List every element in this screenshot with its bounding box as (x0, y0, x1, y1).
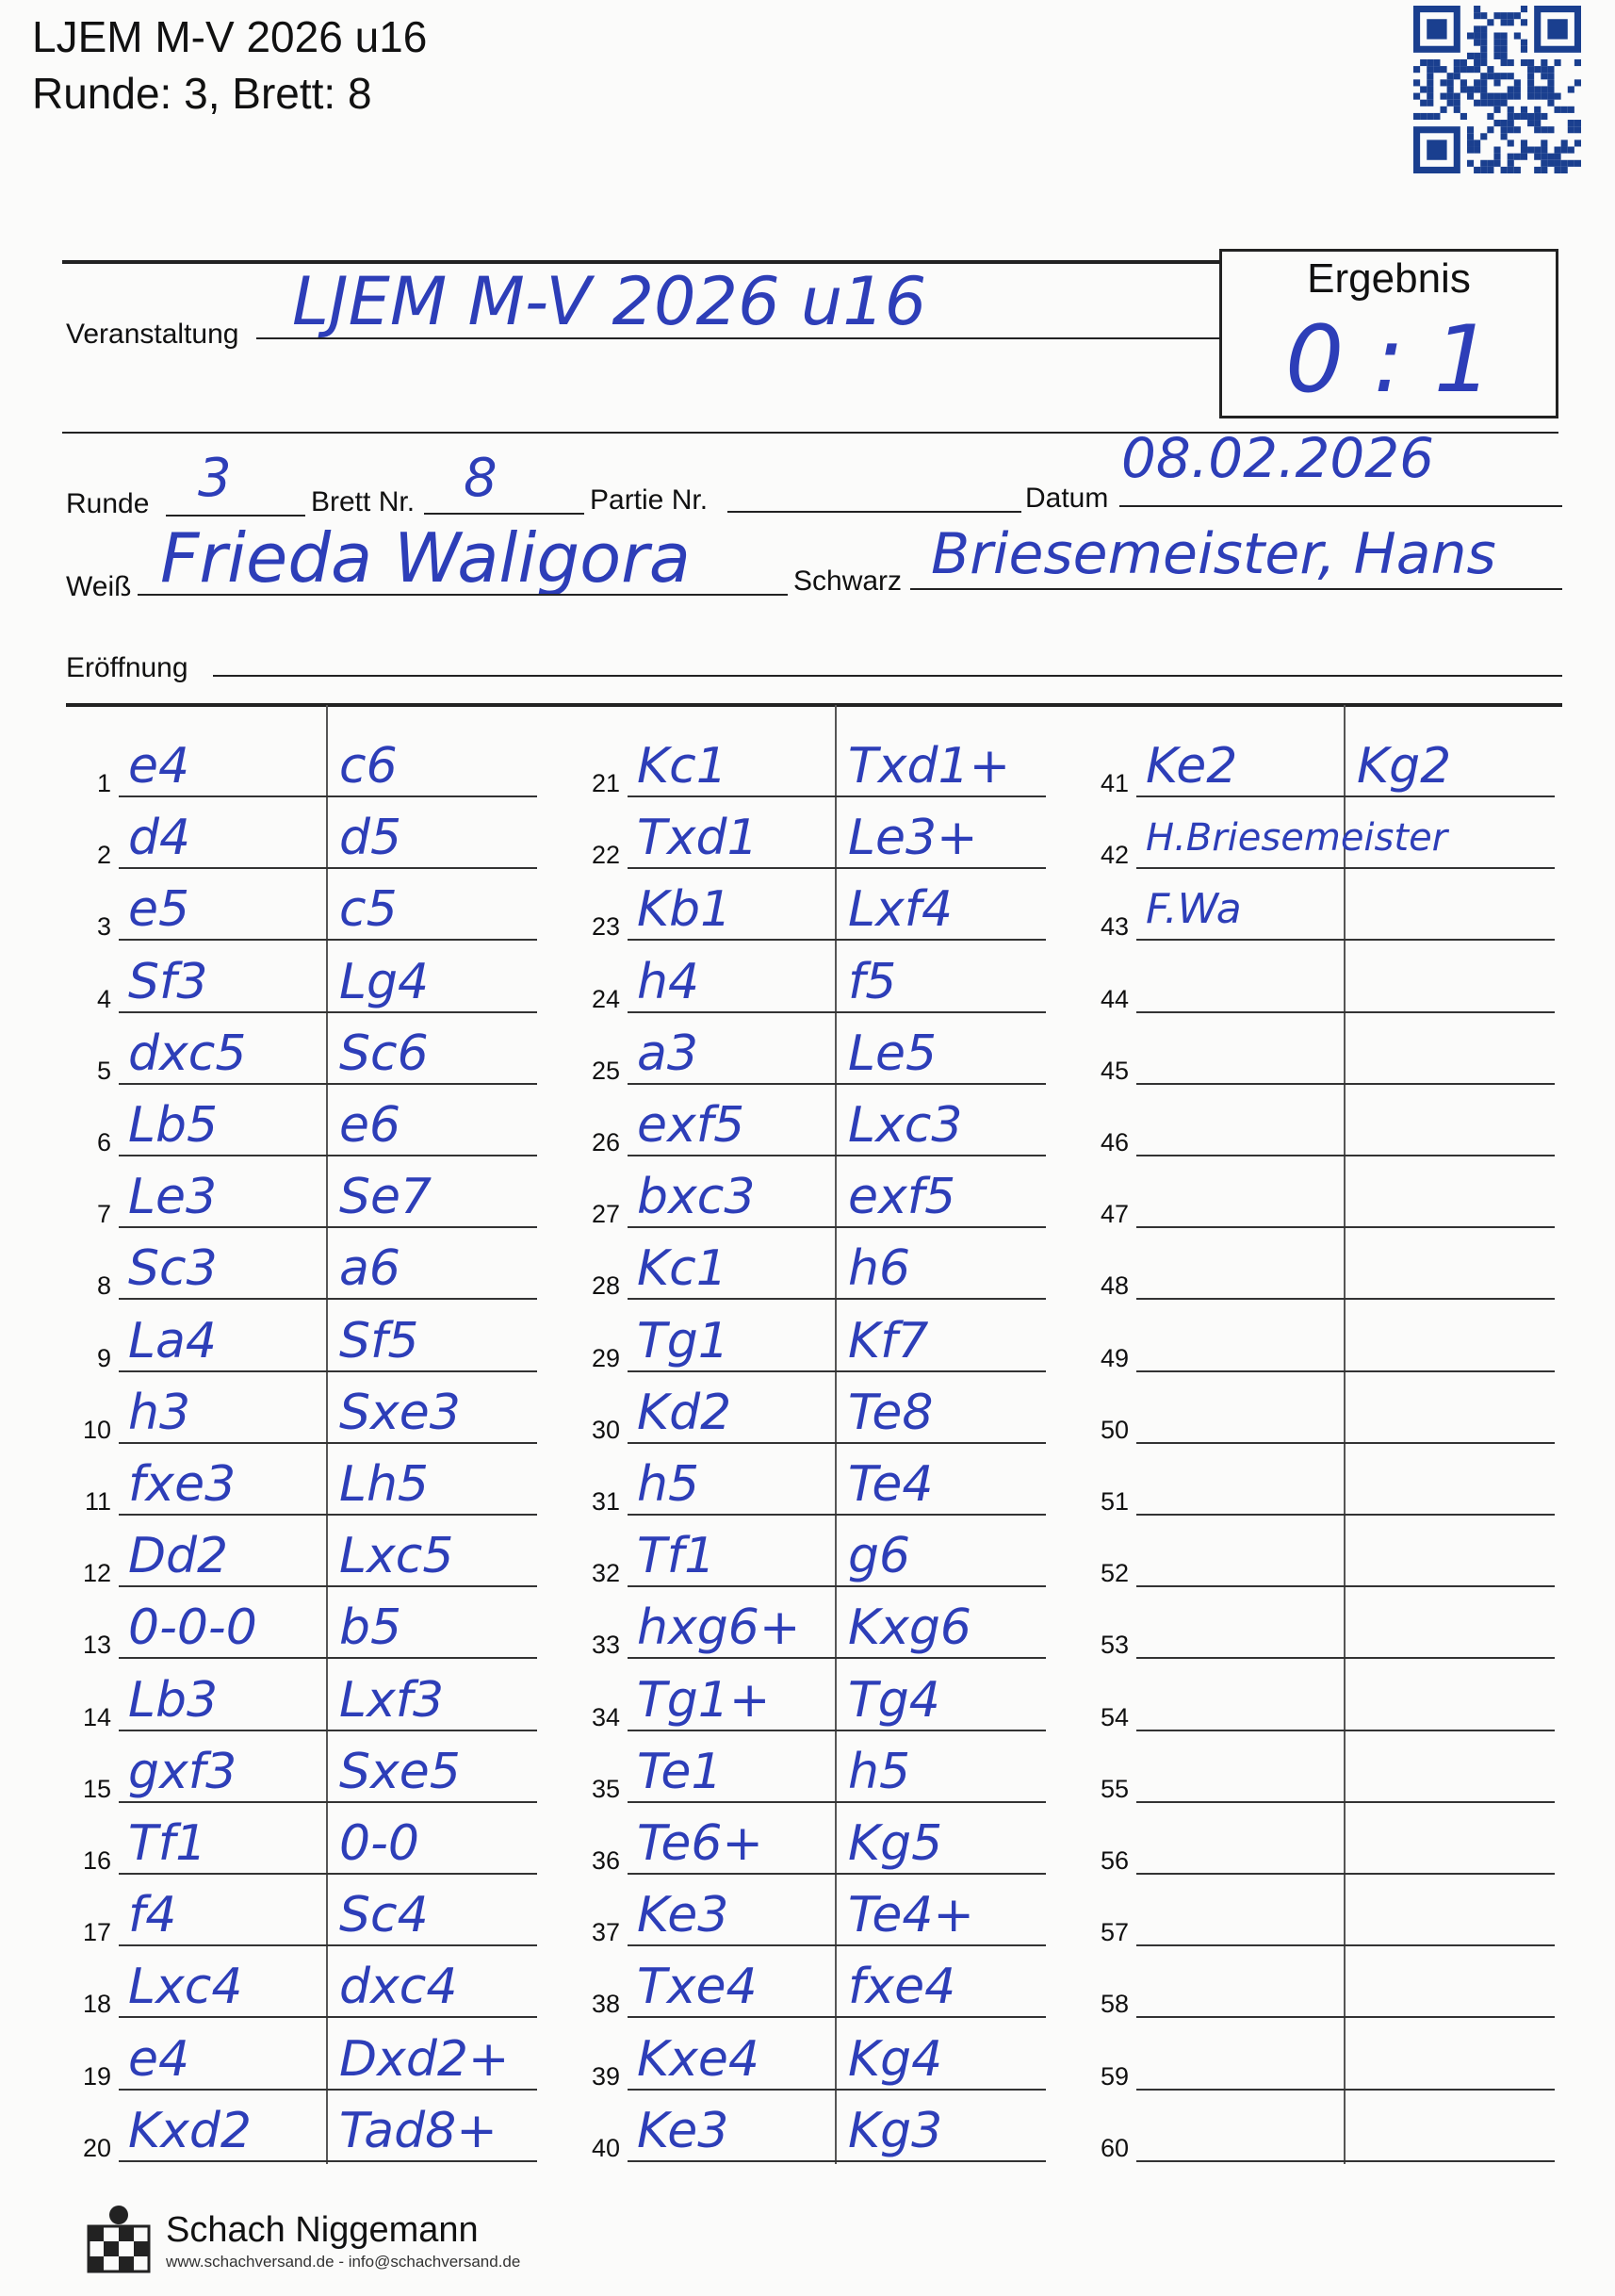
move-number: 11 (84, 1487, 111, 1516)
move-row-line (119, 1370, 537, 1372)
moves-table (62, 705, 1570, 2175)
round-label: Runde (66, 488, 150, 519)
black-move: h5 (848, 1743, 911, 1800)
move-number: 52 (1100, 1559, 1129, 1588)
footer-brand: Schach Niggemann (166, 2210, 479, 2250)
move-number: 51 (1100, 1487, 1129, 1516)
move-row-line (628, 1585, 1046, 1587)
black-move: Lxc5 (339, 1528, 454, 1585)
black-move: h6 (848, 1240, 911, 1298)
move-number: 27 (591, 1200, 620, 1229)
move-row-line (628, 1011, 1046, 1013)
move-number: 38 (591, 1990, 620, 2019)
white-move: f4 (128, 1887, 177, 1944)
move-row-line (628, 1155, 1046, 1156)
move-row-line (119, 1730, 537, 1731)
move-number: 19 (82, 2061, 111, 2091)
white-move: fxe3 (128, 1456, 237, 1513)
move-number: 41 (1100, 769, 1129, 797)
black-move: e6 (339, 1097, 401, 1154)
date-underline (1119, 505, 1562, 507)
move-number: 59 (1100, 2061, 1129, 2091)
white-move: Ke3 (637, 1887, 729, 1944)
move-number: 43 (1100, 912, 1129, 942)
black-move: Kxg6 (848, 1599, 971, 1657)
move-row-line (1136, 795, 1555, 797)
move-row-line (628, 1801, 1046, 1803)
white-move: Tf1 (128, 1815, 207, 1872)
move-row-line (119, 1442, 537, 1444)
white-underline (138, 594, 788, 596)
black-move: Kg4 (848, 2030, 943, 2088)
black-move: Kg5 (848, 1815, 943, 1872)
move-number: 23 (591, 912, 620, 942)
move-number: 9 (96, 1343, 111, 1372)
move-row-line (1136, 1226, 1555, 1228)
move-row-line (628, 939, 1046, 941)
footer-contact: www.schachversand.de - info@schachversand.de (166, 2253, 521, 2271)
move-row-line (1136, 939, 1555, 941)
white-move: Tg1+ (637, 1671, 771, 1729)
move-number: 42 (1100, 841, 1129, 870)
move-number: 10 (82, 1415, 111, 1444)
white-move: Tf1 (637, 1528, 716, 1585)
black-move: Tg4 (848, 1671, 940, 1729)
black-move: Sf5 (339, 1312, 419, 1369)
move-row-line (628, 1657, 1046, 1659)
black-move: g6 (848, 1528, 911, 1585)
move-row-line (628, 2016, 1046, 2018)
white-move: a3 (637, 1025, 698, 1082)
white-move: Dd2 (128, 1528, 229, 1585)
move-number: 57 (1100, 1918, 1129, 1947)
white-move: e4 (128, 738, 190, 795)
black-move: Kg2 (1357, 738, 1452, 795)
move-number: 39 (591, 2061, 620, 2091)
move-number: 28 (591, 1271, 620, 1301)
move-row-line (628, 2089, 1046, 2091)
move-row-line (119, 795, 537, 797)
move-number: 3 (96, 912, 111, 942)
move-number: 2 (96, 841, 111, 870)
black-move: Le3+ (848, 810, 978, 867)
move-row-line (628, 1873, 1046, 1875)
move-row-line (628, 867, 1046, 869)
move-number: 6 (96, 1128, 111, 1156)
move-row-line (628, 1083, 1046, 1085)
white-move: Te1 (637, 1743, 723, 1800)
move-row-line (628, 2160, 1046, 2162)
black-move: Kg3 (848, 2102, 943, 2159)
move-row-line (628, 1944, 1046, 1946)
white-move: Lxc4 (128, 1959, 243, 2016)
white-move: Ke3 (637, 2102, 729, 2159)
black-move: Lh5 (339, 1456, 430, 1513)
white-move: Kxe4 (637, 2030, 759, 2088)
move-number: 37 (591, 1918, 620, 1947)
move-row-line (1136, 1155, 1555, 1156)
white-move: Sc3 (128, 1240, 218, 1298)
black-move: Txd1+ (848, 738, 1011, 795)
move-number: 60 (1100, 2133, 1129, 2162)
white-move: Sf3 (128, 953, 208, 1010)
white-move: h3 (128, 1384, 191, 1441)
move-number: 50 (1100, 1415, 1129, 1444)
board-underline (424, 513, 584, 515)
white-move: Ke2 (1146, 738, 1238, 795)
move-number: 46 (1100, 1128, 1129, 1156)
move-row-line (1136, 1298, 1555, 1300)
white-move: h4 (637, 953, 700, 1010)
white-move: 0-0-0 (128, 1599, 257, 1657)
move-row-line (1136, 1585, 1555, 1587)
black-move: Lxf4 (848, 881, 954, 939)
move-number: 49 (1100, 1343, 1129, 1372)
black-move: Se7 (339, 1169, 432, 1226)
move-row-line (119, 1514, 537, 1516)
move-number: 25 (591, 1056, 620, 1085)
white-move: dxc5 (128, 1025, 247, 1082)
move-number: 4 (96, 984, 111, 1013)
black-move: Sc4 (339, 1887, 429, 1944)
move-row-line (119, 2160, 537, 2162)
move-number: 36 (591, 1846, 620, 1875)
white-move: Txd1 (637, 810, 759, 867)
move-row-line (119, 1298, 537, 1300)
white-player: Frieda Waligora (160, 518, 691, 598)
move-row-line (628, 1226, 1046, 1228)
black-move: Lxf3 (339, 1671, 445, 1729)
move-number: 26 (591, 1128, 620, 1156)
move-row-line (119, 1657, 537, 1659)
event-label: Veranstaltung (66, 319, 239, 350)
black-move: exf5 (848, 1169, 956, 1226)
opening-label: Eröffnung (66, 652, 188, 683)
black-move: Te4+ (848, 1887, 974, 1944)
move-row-line (119, 1155, 537, 1156)
white-move: bxc3 (637, 1169, 756, 1226)
white-move: Le3 (128, 1169, 218, 1226)
black-move: Dxd2+ (339, 2030, 510, 2088)
move-row-line (628, 795, 1046, 797)
move-number: 22 (591, 841, 620, 870)
move-row-line (1136, 2016, 1555, 2018)
result-value: 0 : 1 (1284, 306, 1493, 414)
black-label: Schwarz (793, 566, 903, 597)
move-row-line (628, 1514, 1046, 1516)
move-number: 18 (82, 1990, 111, 2019)
chess-board-logo-icon (81, 2200, 156, 2275)
opening-underline (213, 675, 1562, 677)
move-row-line (1136, 1370, 1555, 1372)
move-row-line (119, 1873, 537, 1875)
white-move: e4 (128, 2030, 190, 2088)
move-row-line (1136, 2089, 1555, 2091)
black-move: dxc4 (339, 1959, 458, 2016)
black-move: b5 (339, 1599, 402, 1657)
white-move: d4 (128, 810, 191, 867)
move-number: 31 (591, 1487, 620, 1516)
move-number: 30 (591, 1415, 620, 1444)
move-row-line (628, 1442, 1046, 1444)
move-number: 21 (591, 769, 620, 797)
move-row-line (1136, 1873, 1555, 1875)
black-move: Le5 (848, 1025, 938, 1082)
black-move: d5 (339, 810, 402, 867)
game-underline (727, 511, 1021, 513)
white-move: La4 (128, 1312, 217, 1369)
white-move: Te6+ (637, 1815, 763, 1872)
move-row-line (119, 867, 537, 869)
black-underline (910, 588, 1562, 590)
move-number: 5 (96, 1056, 111, 1085)
move-row-line (119, 2089, 537, 2091)
move-row-line (119, 1083, 537, 1085)
move-row-line (1136, 1514, 1555, 1516)
board-label: Brett Nr. (311, 486, 416, 517)
move-number: 54 (1100, 1702, 1129, 1731)
move-row-line (119, 2016, 537, 2018)
move-row-line (628, 1730, 1046, 1731)
white-move: Kxd2 (128, 2102, 252, 2159)
move-row-line (1136, 1944, 1555, 1946)
white-label: Weiß (66, 571, 132, 602)
white-move: Kc1 (637, 1240, 727, 1298)
move-row-line (119, 1944, 537, 1946)
black-move: Lg4 (339, 953, 430, 1010)
black-move: Sxe5 (339, 1743, 461, 1800)
round-board-subtitle: Runde: 3, Brett: 8 (32, 69, 372, 118)
move-number: 56 (1100, 1846, 1129, 1875)
black-move: fxe4 (848, 1959, 956, 2016)
move-number: 44 (1100, 984, 1129, 1013)
move-number: 40 (591, 2133, 620, 2162)
black-move: f5 (848, 953, 897, 1010)
move-row-line (1136, 1730, 1555, 1731)
move-number: 16 (82, 1846, 111, 1875)
move-number: 47 (1100, 1200, 1129, 1229)
round-underline (166, 515, 305, 517)
date-label: Datum (1025, 483, 1109, 514)
move-number: 8 (96, 1271, 111, 1301)
page-title: LJEM M-V 2026 u16 (32, 12, 428, 61)
white-move: Kc1 (637, 738, 727, 795)
white-move: Txe4 (637, 1959, 758, 2016)
white-move: Kd2 (637, 1384, 732, 1441)
move-number: 14 (82, 1702, 111, 1731)
black-move: Lxc3 (848, 1097, 963, 1154)
black-move: Sc6 (339, 1025, 429, 1082)
move-row-line (1136, 1011, 1555, 1013)
event-underline (256, 337, 1219, 339)
qr-code-icon (1413, 6, 1581, 173)
white-move: Kb1 (637, 881, 732, 939)
board-value: 8 (464, 448, 498, 509)
black-move: 0-0 (339, 1815, 419, 1872)
move-row-line (1136, 2160, 1555, 2162)
move-number: 35 (591, 1774, 620, 1803)
move-row-line (1136, 1442, 1555, 1444)
move-number: 17 (82, 1918, 111, 1947)
white-move: hxg6+ (637, 1599, 801, 1657)
move-row-line (1136, 1083, 1555, 1085)
move-row-line (119, 1585, 537, 1587)
date-value: 08.02.2026 (1121, 426, 1435, 490)
move-row-line (1136, 867, 1555, 869)
black-move: a6 (339, 1240, 400, 1298)
move-row-line (628, 1298, 1046, 1300)
white-move: Lb3 (128, 1671, 219, 1729)
move-number: 58 (1100, 1990, 1129, 2019)
game-label: Partie Nr. (590, 484, 709, 516)
black-move: Te4 (848, 1456, 934, 1513)
black-move: Te8 (848, 1384, 934, 1441)
move-number: 20 (82, 2133, 111, 2162)
move-row-line (119, 1226, 537, 1228)
event-value: LJEM M-V 2026 u16 (292, 263, 927, 340)
move-number: 13 (82, 1631, 111, 1660)
move-number: 12 (82, 1559, 111, 1588)
white-move: F.Wa (1146, 885, 1242, 934)
black-move: c5 (339, 881, 398, 939)
white-move: Lb5 (128, 1097, 219, 1154)
white-move: H.Briesemeister (1146, 816, 1448, 861)
white-move: e5 (128, 881, 190, 939)
move-row-line (1136, 1801, 1555, 1803)
move-number: 15 (82, 1774, 111, 1803)
black-move: c6 (339, 738, 398, 795)
white-move: h5 (637, 1456, 700, 1513)
move-number: 32 (591, 1559, 620, 1588)
move-number: 45 (1100, 1056, 1129, 1085)
move-row-line (119, 939, 537, 941)
move-number: 24 (591, 984, 620, 1013)
white-move: gxf3 (128, 1743, 237, 1800)
move-number: 55 (1100, 1774, 1129, 1803)
move-row-line (119, 1011, 537, 1013)
move-number: 34 (591, 1702, 620, 1731)
black-player: Briesemeister, Hans (931, 521, 1496, 587)
white-move: exf5 (637, 1097, 745, 1154)
black-move: Tad8+ (339, 2102, 498, 2159)
round-value: 3 (198, 448, 232, 509)
black-move: Kf7 (848, 1312, 929, 1369)
move-row-line (1136, 1657, 1555, 1659)
white-move: Tg1 (637, 1312, 729, 1369)
move-row-line (119, 1801, 537, 1803)
result-box (1219, 249, 1558, 418)
move-number: 29 (591, 1343, 620, 1372)
black-move: Sxe3 (339, 1384, 461, 1441)
move-number: 33 (591, 1631, 620, 1660)
result-label: Ergebnis (1307, 255, 1471, 302)
move-number: 7 (96, 1200, 111, 1229)
move-number: 1 (96, 769, 111, 797)
move-number: 48 (1100, 1271, 1129, 1301)
move-number: 53 (1100, 1631, 1129, 1660)
move-row-line (628, 1370, 1046, 1372)
